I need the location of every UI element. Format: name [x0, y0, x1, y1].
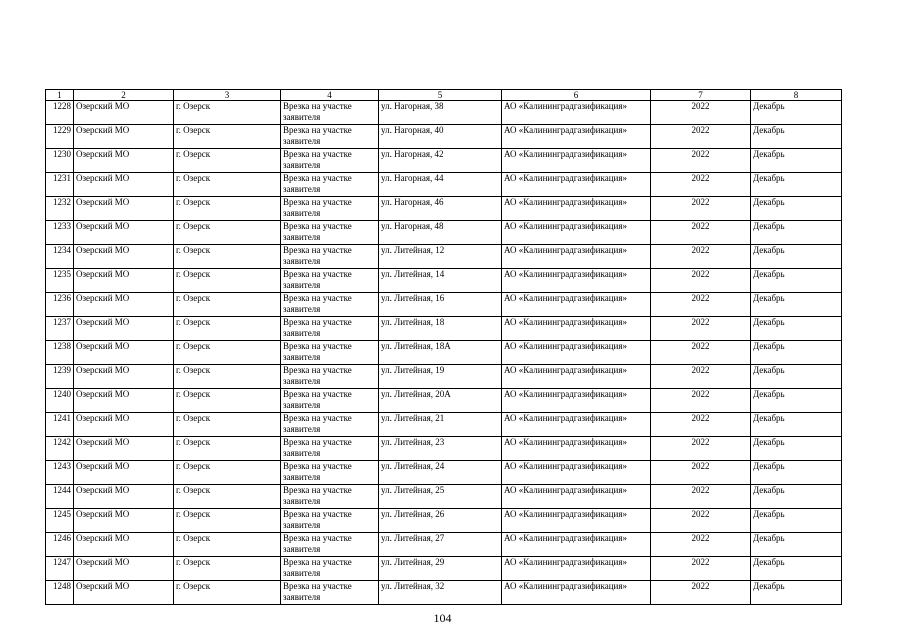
cell-contractor: АО «Калининградгазификация»	[502, 101, 651, 125]
cell-year: 2022	[651, 149, 751, 173]
cell-contractor: АО «Калининградгазификация»	[502, 293, 651, 317]
cell-municipality: Озерский МО	[74, 197, 174, 221]
cell-row-number: 1239	[46, 365, 74, 389]
cell-row-number: 1247	[46, 557, 74, 581]
cell-locality: г. Озерск	[174, 149, 281, 173]
cell-municipality: Озерский МО	[74, 269, 174, 293]
cell-municipality: Озерский МО	[74, 101, 174, 125]
cell-municipality: Озерский МО	[74, 533, 174, 557]
cell-work-type: Врезка на участке заявителя	[281, 365, 379, 389]
cell-work-type: Врезка на участке заявителя	[281, 581, 379, 605]
cell-municipality: Озерский МО	[74, 461, 174, 485]
cell-work-type: Врезка на участке заявителя	[281, 317, 379, 341]
cell-year: 2022	[651, 389, 751, 413]
cell-contractor: АО «Калининградгазификация»	[502, 125, 651, 149]
cell-municipality: Озерский МО	[74, 221, 174, 245]
cell-locality: г. Озерск	[174, 413, 281, 437]
cell-work-type: Врезка на участке заявителя	[281, 341, 379, 365]
column-header-2: 2	[74, 90, 174, 101]
cell-contractor: АО «Калининградгазификация»	[502, 317, 651, 341]
cell-row-number: 1245	[46, 509, 74, 533]
cell-municipality: Озерский МО	[74, 173, 174, 197]
cell-work-type: Врезка на участке заявителя	[281, 101, 379, 125]
column-header-6: 6	[502, 90, 651, 101]
cell-month: Декабрь	[751, 581, 842, 605]
cell-municipality: Озерский МО	[74, 125, 174, 149]
cell-year: 2022	[651, 533, 751, 557]
cell-month: Декабрь	[751, 173, 842, 197]
cell-row-number: 1236	[46, 293, 74, 317]
cell-year: 2022	[651, 221, 751, 245]
cell-locality: г. Озерск	[174, 365, 281, 389]
cell-locality: г. Озерск	[174, 269, 281, 293]
table-row	[46, 317, 842, 341]
cell-month: Декабрь	[751, 101, 842, 125]
cell-work-type: Врезка на участке заявителя	[281, 485, 379, 509]
cell-municipality: Озерский МО	[74, 149, 174, 173]
cell-municipality: Озерский МО	[74, 365, 174, 389]
cell-contractor: АО «Калининградгазификация»	[502, 557, 651, 581]
cell-work-type: Врезка на участке заявителя	[281, 389, 379, 413]
cell-month: Декабрь	[751, 533, 842, 557]
cell-municipality: Озерский МО	[74, 437, 174, 461]
cell-address: ул. Литейная, 19	[379, 365, 502, 389]
table-row	[46, 293, 842, 317]
cell-month: Декабрь	[751, 317, 842, 341]
cell-contractor: АО «Калининградгазификация»	[502, 389, 651, 413]
cell-row-number: 1230	[46, 149, 74, 173]
cell-locality: г. Озерск	[174, 173, 281, 197]
cell-work-type: Врезка на участке заявителя	[281, 557, 379, 581]
page-number: 104	[433, 611, 452, 625]
cell-row-number: 1235	[46, 269, 74, 293]
column-header-5: 5	[379, 90, 502, 101]
cell-row-number: 1244	[46, 485, 74, 509]
cell-year: 2022	[651, 509, 751, 533]
cell-month: Декабрь	[751, 509, 842, 533]
cell-contractor: АО «Калининградгазификация»	[502, 533, 651, 557]
cell-address: ул. Литейная, 18	[379, 317, 502, 341]
table-row	[46, 197, 842, 221]
cell-year: 2022	[651, 245, 751, 269]
cell-locality: г. Озерск	[174, 245, 281, 269]
cell-row-number: 1241	[46, 413, 74, 437]
cell-month: Декабрь	[751, 437, 842, 461]
cell-address: ул. Нагорная, 42	[379, 149, 502, 173]
cell-locality: г. Озерск	[174, 389, 281, 413]
cell-address: ул. Нагорная, 40	[379, 125, 502, 149]
cell-contractor: АО «Калининградгазификация»	[502, 197, 651, 221]
cell-month: Декабрь	[751, 149, 842, 173]
cell-address: ул. Нагорная, 46	[379, 197, 502, 221]
cell-year: 2022	[651, 581, 751, 605]
table-row	[46, 461, 842, 485]
cell-year: 2022	[651, 197, 751, 221]
cell-month: Декабрь	[751, 197, 842, 221]
cell-municipality: Озерский МО	[74, 293, 174, 317]
cell-address: ул. Литейная, 23	[379, 437, 502, 461]
table-row	[46, 485, 842, 509]
cell-address: ул. Литейная, 14	[379, 269, 502, 293]
cell-year: 2022	[651, 173, 751, 197]
cell-row-number: 1246	[46, 533, 74, 557]
table-row	[46, 389, 842, 413]
cell-locality: г. Озерск	[174, 317, 281, 341]
cell-contractor: АО «Калининградгазификация»	[502, 269, 651, 293]
cell-work-type: Врезка на участке заявителя	[281, 173, 379, 197]
cell-address: ул. Нагорная, 44	[379, 173, 502, 197]
cell-locality: г. Озерск	[174, 101, 281, 125]
cell-year: 2022	[651, 365, 751, 389]
table-row	[46, 101, 842, 125]
cell-month: Декабрь	[751, 341, 842, 365]
cell-municipality: Озерский МО	[74, 557, 174, 581]
cell-work-type: Врезка на участке заявителя	[281, 149, 379, 173]
cell-address: ул. Нагорная, 38	[379, 101, 502, 125]
cell-month: Декабрь	[751, 245, 842, 269]
cell-row-number: 1243	[46, 461, 74, 485]
cell-row-number: 1228	[46, 101, 74, 125]
column-header-7: 7	[651, 90, 751, 101]
cell-year: 2022	[651, 557, 751, 581]
cell-contractor: АО «Калининградгазификация»	[502, 149, 651, 173]
cell-address: ул. Литейная, 26	[379, 509, 502, 533]
table-row	[46, 365, 842, 389]
cell-address: ул. Литейная, 27	[379, 533, 502, 557]
cell-locality: г. Озерск	[174, 221, 281, 245]
cell-work-type: Врезка на участке заявителя	[281, 533, 379, 557]
cell-month: Декабрь	[751, 125, 842, 149]
table-row	[46, 245, 842, 269]
cell-locality: г. Озерск	[174, 557, 281, 581]
cell-contractor: АО «Калининградгазификация»	[502, 365, 651, 389]
cell-contractor: АО «Калининградгазификация»	[502, 413, 651, 437]
cell-locality: г. Озерск	[174, 437, 281, 461]
cell-address: ул. Литейная, 21	[379, 413, 502, 437]
cell-work-type: Врезка на участке заявителя	[281, 293, 379, 317]
cell-address: ул. Литейная, 18А	[379, 341, 502, 365]
cell-address: ул. Литейная, 29	[379, 557, 502, 581]
cell-locality: г. Озерск	[174, 125, 281, 149]
table-row	[46, 581, 842, 605]
cell-work-type: Врезка на участке заявителя	[281, 509, 379, 533]
cell-row-number: 1242	[46, 437, 74, 461]
cell-work-type: Врезка на участке заявителя	[281, 221, 379, 245]
cell-contractor: АО «Калининградгазификация»	[502, 221, 651, 245]
cell-row-number: 1234	[46, 245, 74, 269]
cell-locality: г. Озерск	[174, 293, 281, 317]
table-header-row	[46, 90, 842, 101]
cell-locality: г. Озерск	[174, 341, 281, 365]
table-row	[46, 125, 842, 149]
cell-row-number: 1238	[46, 341, 74, 365]
cell-month: Декабрь	[751, 557, 842, 581]
table-row	[46, 173, 842, 197]
cell-work-type: Врезка на участке заявителя	[281, 413, 379, 437]
cell-work-type: Врезка на участке заявителя	[281, 461, 379, 485]
table-row	[46, 437, 842, 461]
table-row	[46, 221, 842, 245]
cell-municipality: Озерский МО	[74, 317, 174, 341]
cell-contractor: АО «Калининградгазификация»	[502, 245, 651, 269]
cell-year: 2022	[651, 269, 751, 293]
table-row	[46, 341, 842, 365]
cell-address: ул. Литейная, 24	[379, 461, 502, 485]
cell-work-type: Врезка на участке заявителя	[281, 197, 379, 221]
table-row	[46, 269, 842, 293]
cell-contractor: АО «Калининградгазификация»	[502, 581, 651, 605]
cell-locality: г. Озерск	[174, 197, 281, 221]
column-header-1: 1	[46, 90, 74, 101]
cell-municipality: Озерский МО	[74, 413, 174, 437]
cell-row-number: 1231	[46, 173, 74, 197]
cell-locality: г. Озерск	[174, 461, 281, 485]
cell-address: ул. Литейная, 20А	[379, 389, 502, 413]
cell-month: Декабрь	[751, 269, 842, 293]
table-row	[46, 509, 842, 533]
cell-address: ул. Литейная, 25	[379, 485, 502, 509]
cell-municipality: Озерский МО	[74, 245, 174, 269]
cell-row-number: 1240	[46, 389, 74, 413]
cell-work-type: Врезка на участке заявителя	[281, 437, 379, 461]
cell-month: Декабрь	[751, 221, 842, 245]
cell-month: Декабрь	[751, 293, 842, 317]
column-header-8: 8	[751, 90, 842, 101]
cell-municipality: Озерский МО	[74, 581, 174, 605]
cell-month: Декабрь	[751, 461, 842, 485]
cell-row-number: 1232	[46, 197, 74, 221]
cell-address: ул. Литейная, 12	[379, 245, 502, 269]
cell-locality: г. Озерск	[174, 581, 281, 605]
cell-row-number: 1248	[46, 581, 74, 605]
cell-row-number: 1237	[46, 317, 74, 341]
cell-contractor: АО «Калининградгазификация»	[502, 341, 651, 365]
schedule-table	[45, 89, 842, 605]
cell-contractor: АО «Калининградгазификация»	[502, 485, 651, 509]
table-row	[46, 533, 842, 557]
column-header-4: 4	[281, 90, 379, 101]
cell-year: 2022	[651, 317, 751, 341]
cell-work-type: Врезка на участке заявителя	[281, 125, 379, 149]
cell-work-type: Врезка на участке заявителя	[281, 269, 379, 293]
table-row	[46, 413, 842, 437]
cell-month: Декабрь	[751, 485, 842, 509]
cell-month: Декабрь	[751, 365, 842, 389]
cell-year: 2022	[651, 101, 751, 125]
cell-year: 2022	[651, 485, 751, 509]
cell-year: 2022	[651, 413, 751, 437]
cell-month: Декабрь	[751, 413, 842, 437]
cell-address: ул. Литейная, 32	[379, 581, 502, 605]
cell-contractor: АО «Калининградгазификация»	[502, 437, 651, 461]
cell-year: 2022	[651, 461, 751, 485]
cell-municipality: Озерский МО	[74, 509, 174, 533]
cell-locality: г. Озерск	[174, 533, 281, 557]
cell-work-type: Врезка на участке заявителя	[281, 245, 379, 269]
cell-locality: г. Озерск	[174, 509, 281, 533]
cell-year: 2022	[651, 293, 751, 317]
cell-address: ул. Литейная, 16	[379, 293, 502, 317]
column-header-3: 3	[174, 90, 281, 101]
cell-month: Декабрь	[751, 389, 842, 413]
table-row	[46, 149, 842, 173]
table-row	[46, 557, 842, 581]
cell-year: 2022	[651, 341, 751, 365]
cell-municipality: Озерский МО	[74, 485, 174, 509]
cell-row-number: 1233	[46, 221, 74, 245]
cell-municipality: Озерский МО	[74, 389, 174, 413]
cell-contractor: АО «Калининградгазификация»	[502, 173, 651, 197]
cell-year: 2022	[651, 437, 751, 461]
cell-contractor: АО «Калининградгазификация»	[502, 461, 651, 485]
cell-year: 2022	[651, 125, 751, 149]
cell-contractor: АО «Калининградгазификация»	[502, 509, 651, 533]
cell-row-number: 1229	[46, 125, 74, 149]
cell-locality: г. Озерск	[174, 485, 281, 509]
cell-address: ул. Нагорная, 48	[379, 221, 502, 245]
cell-municipality: Озерский МО	[74, 341, 174, 365]
